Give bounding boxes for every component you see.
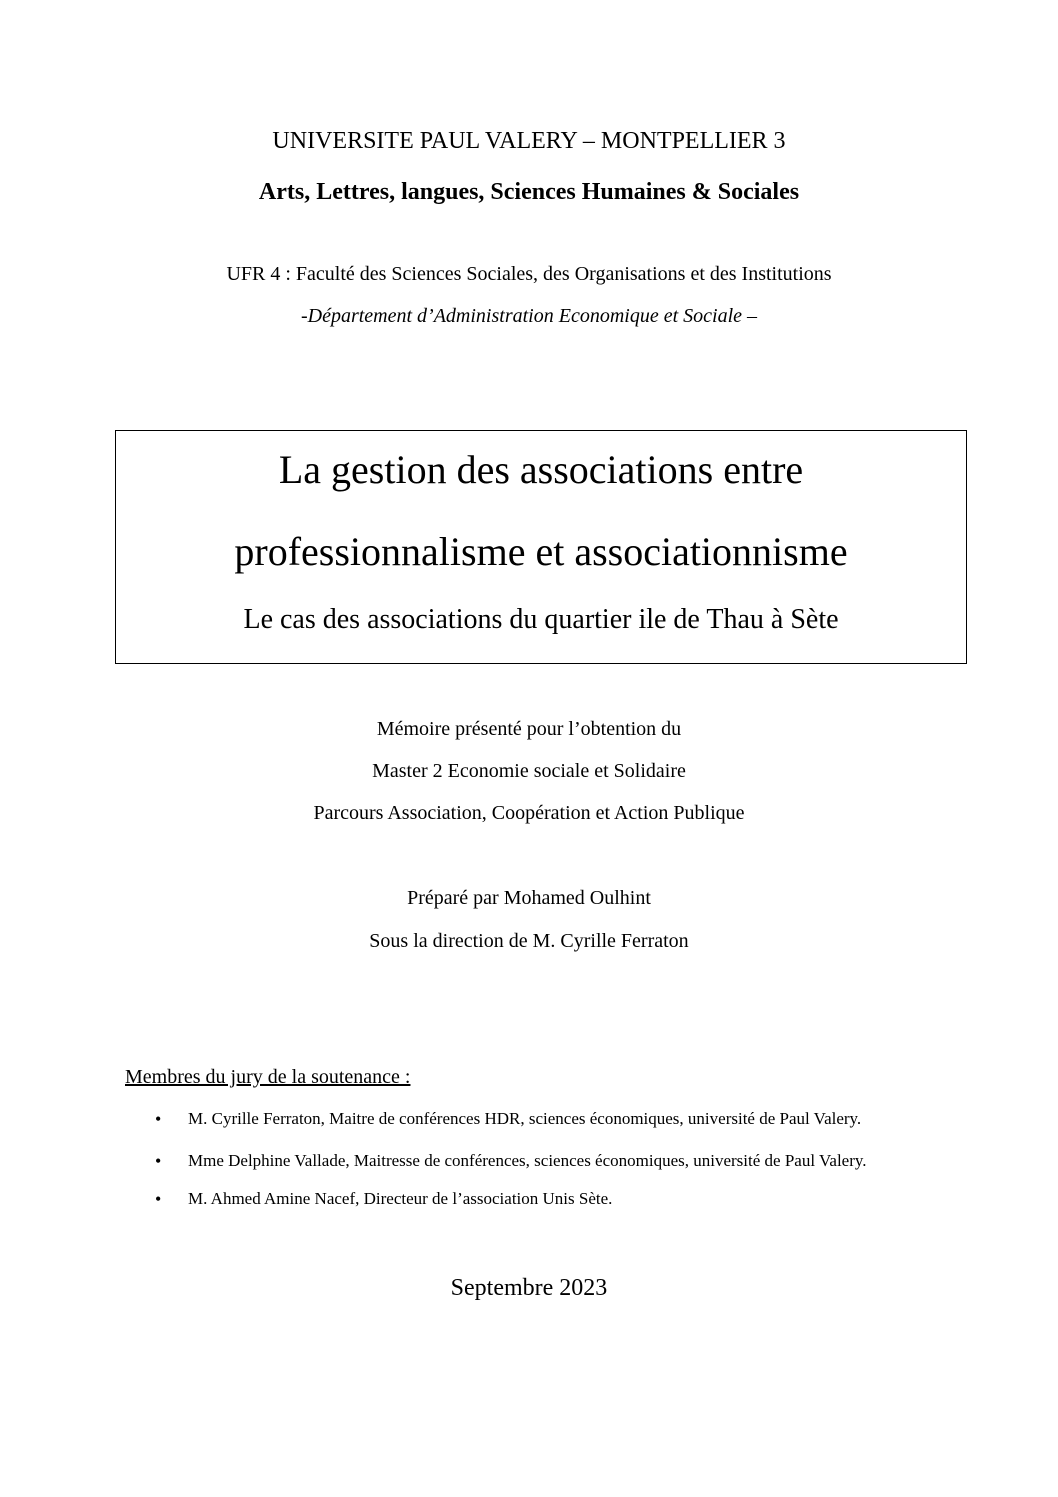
ufr-line: UFR 4 : Faculté des Sciences Sociales, des Organisations et des Institutions: [226, 263, 832, 285]
supervisor-line: Sous la direction de M. Cyrille Ferraton: [369, 930, 689, 952]
memoire-line-2: Master 2 Economie sociale et Solidaire: [372, 760, 686, 782]
jury-member: M. Ahmed Amine Nacef, Directeur de l’association Unis Sète.: [188, 1189, 613, 1208]
memoire-line-3: Parcours Association, Coopération et Action Publique: [313, 802, 745, 824]
thesis-title-line-2: professionnalisme et associationnisme: [234, 529, 848, 574]
memoire-line-1: Mémoire présenté pour l’obtention du: [376, 718, 682, 740]
list-item: [0, 1106, 1058, 1132]
jury-heading: Membres du jury de la soutenance :: [125, 1066, 411, 1088]
list-item: [0, 1148, 1058, 1174]
prepared-by: Préparé par Mohamed Oulhint: [407, 887, 651, 909]
thesis-subtitle: Le cas des associations du quartier ile de Thau à Sète: [243, 604, 839, 635]
jury-member: M. Cyrille Ferraton, Maitre de conférences HDR, sciences économiques, université de Paul Valery.: [188, 1109, 862, 1128]
jury-member: Mme Delphine Vallade, Maitresse de conférences, sciences économiques, université de Paul Valery.: [188, 1151, 867, 1170]
list-item: [0, 1186, 1058, 1212]
university-name: UNIVERSITE PAUL VALERY – MONTPELLIER 3: [272, 128, 786, 154]
faculty-subtitle: Arts, Lettres, langues, Sciences Humaines & Sociales: [258, 179, 800, 205]
thesis-title-line-1: La gestion des associations entre: [278, 447, 804, 492]
bullet-icon: •: [155, 1189, 162, 1209]
title-box: [115, 430, 967, 664]
bullet-icon: •: [155, 1151, 162, 1171]
bullet-icon: •: [155, 1109, 162, 1129]
date: Septembre 2023: [450, 1275, 608, 1301]
department-line: -Département d’Administration Economique et Sociale –: [300, 305, 757, 327]
